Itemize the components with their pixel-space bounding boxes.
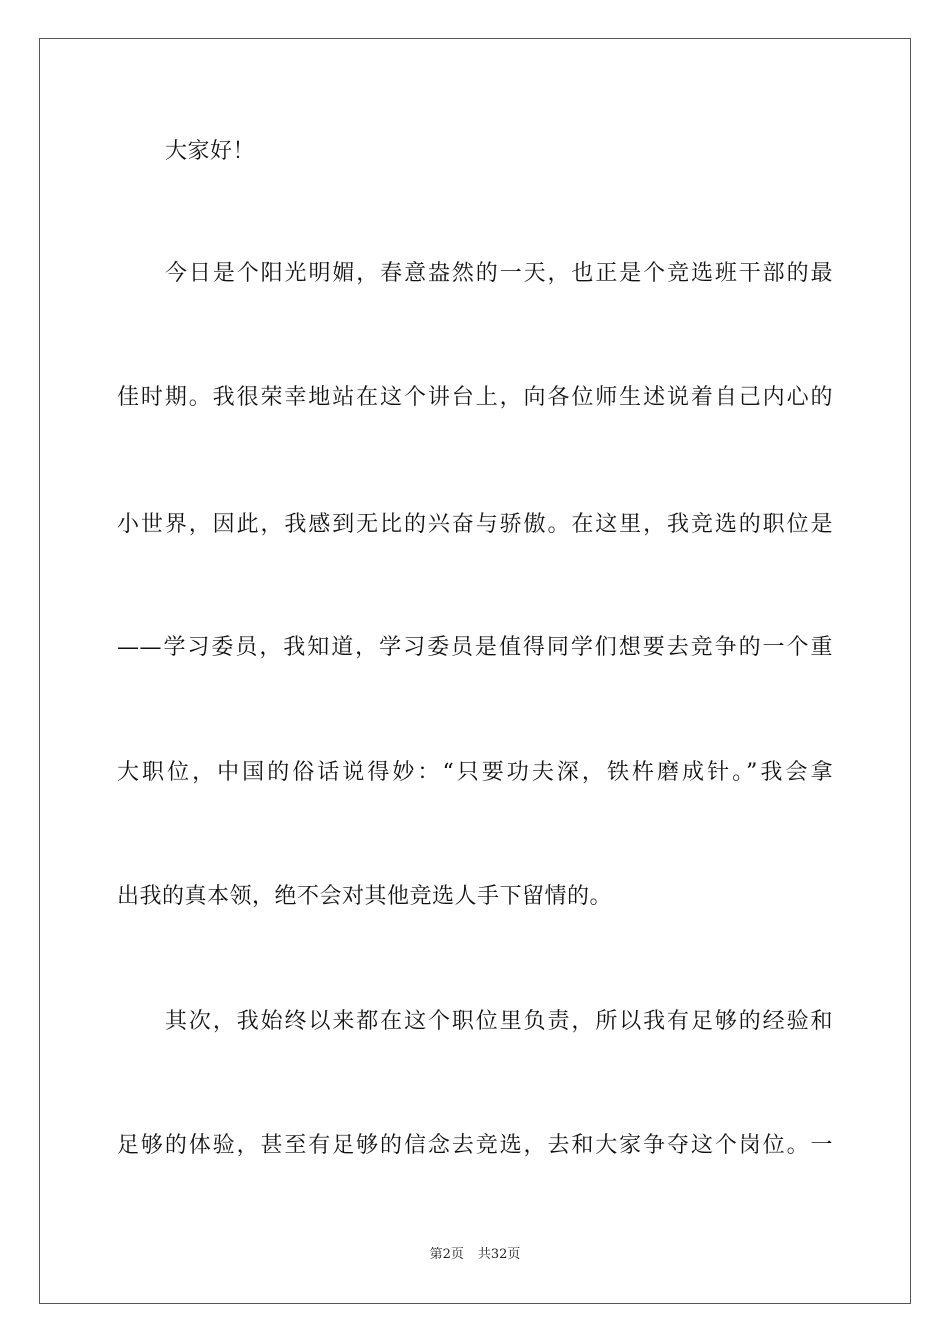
paragraph-2-line-1: 其次，我始终以来都在这个职位里负责，所以我有足够的经验和: [165, 1009, 833, 1034]
greeting-line: 大家好！: [165, 139, 256, 164]
page-total: 共32页: [477, 1247, 521, 1262]
paragraph-2-line-2: 足够的体验，甚至有足够的信念去竞选，去和大家争夺这个岗位。一: [117, 1133, 833, 1158]
paragraph-1-line-6: 出我的真本领，绝不会对其他竞选人手下留情的。: [117, 884, 613, 909]
page-border: [39, 38, 911, 1304]
page-footer: [0, 1246, 950, 1264]
paragraph-1-line-5: 大职位，中国的俗话说得妙：“只要功夫深，铁杵磨成针。”我会拿: [117, 760, 833, 785]
page-number: 第2页: [429, 1247, 464, 1262]
paragraph-1-line-4: ——学习委员，我知道，学习委员是值得同学们想要去竞争的一个重: [117, 635, 833, 660]
paragraph-1-line-1: 今日是个阳光明媚，春意盎然的一天，也正是个竞选班干部的最: [165, 261, 833, 286]
paragraph-1-line-3: 小世界，因此，我感到无比的兴奋与骄傲。在这里，我竞选的职位是: [117, 512, 833, 537]
paragraph-1-line-2: 佳时期。我很荣幸地站在这个讲台上，向各位师生述说着自己内心的: [117, 385, 833, 410]
